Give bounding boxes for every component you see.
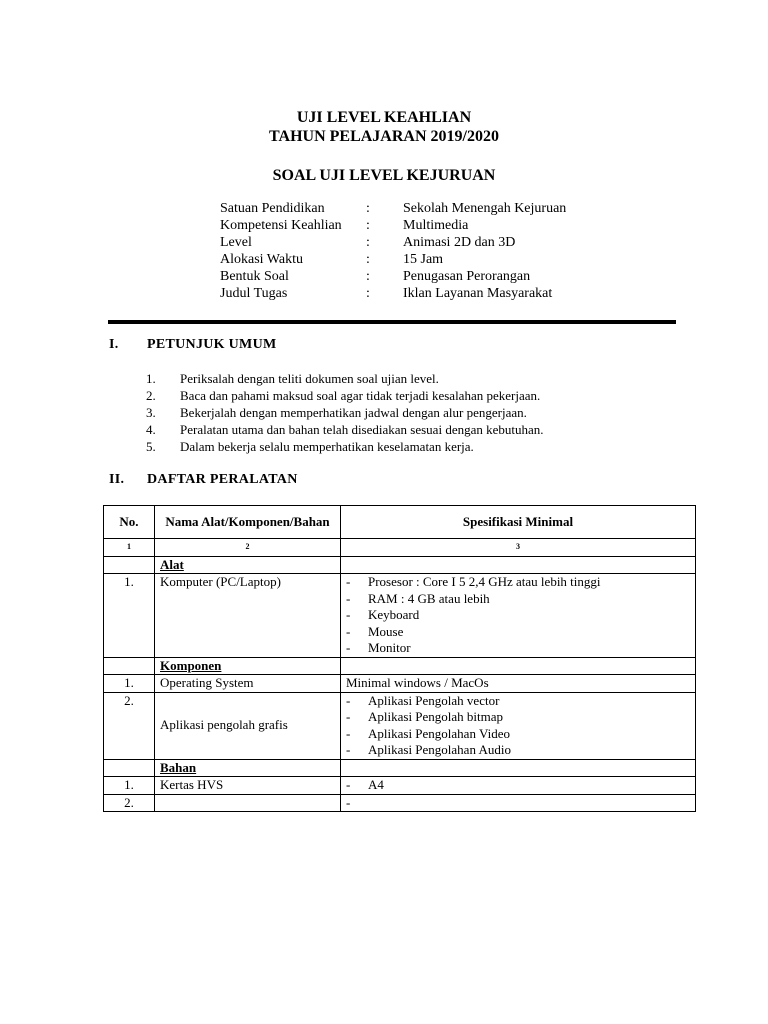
info-value: Penugasan Perorangan (403, 269, 531, 284)
spec-dash: - (346, 725, 351, 741)
list-number: 1. (146, 371, 156, 386)
row-name: Komputer (PC/Laptop) (155, 574, 341, 658)
list-text: Bekerjalah dengan memperhatikan jadwal dengan alur pengerjaan. (180, 405, 527, 420)
spec-item (346, 777, 690, 794)
info-sep: : (366, 286, 370, 301)
row-name: Kertas HVS (155, 777, 341, 795)
spec-item (346, 640, 690, 657)
header-name: Nama Alat/Komponen/Bahan (155, 506, 341, 539)
spec-text: Aplikasi Pengolah bitmap (368, 709, 504, 724)
category-label: Komponen (155, 657, 341, 675)
row-spec (341, 574, 696, 658)
index-cell: 2 (155, 539, 341, 557)
spec-item (346, 795, 690, 812)
row-no: 2. (104, 692, 155, 759)
spec-item (346, 591, 690, 608)
spec-text: Aplikasi Pengolahan Video (368, 725, 510, 741)
category-label: Bahan (155, 759, 341, 777)
doc-title: UJI LEVEL KEAHLIAN (296, 109, 472, 126)
spec-text: Mouse (368, 623, 404, 639)
spec-dash: - (346, 709, 351, 724)
info-sep: : (366, 252, 370, 267)
section-title: DAFTAR PERALATAN (147, 472, 298, 487)
table-index-row (104, 539, 696, 557)
info-value: Animasi 2D dan 3D (403, 235, 516, 250)
table-row (104, 794, 696, 812)
spec-list (346, 574, 690, 657)
index-cell: 1 (104, 539, 155, 557)
spec-item (346, 693, 690, 710)
spec-item (346, 709, 690, 726)
spec-text: RAM : 4 GB atau lebih (368, 590, 490, 606)
info-key: Kompetensi Keahlian (220, 218, 342, 233)
spec-text: Monitor (368, 640, 411, 655)
spec-list (346, 795, 690, 812)
spec-text: Keyboard (368, 607, 420, 622)
info-value: 15 Jam (403, 252, 444, 267)
row-no: 1. (104, 777, 155, 795)
index-cell: 3 (341, 539, 696, 557)
list-text: Dalam bekerja selalu memperhatikan keselamatan kerja. (180, 439, 474, 454)
row-spec (341, 692, 696, 759)
doc-subtitle: SOAL UJI LEVEL KEJURUAN (272, 167, 496, 184)
spec-dash: - (346, 623, 351, 639)
spec-dash: - (346, 742, 351, 757)
info-key: Judul Tugas (220, 286, 288, 301)
row-name: Operating System (155, 675, 341, 693)
empty-cell (341, 556, 696, 574)
row-no: 2. (104, 794, 155, 812)
section-title: PETUNJUK UMUM (147, 337, 277, 352)
doc-year: TAHUN PELAJARAN 2019/2020 (269, 128, 499, 145)
spec-text: Aplikasi Pengolahan Audio (368, 742, 511, 757)
spec-list (346, 693, 690, 759)
info-sep: : (366, 235, 370, 250)
spec-text: A4 (368, 777, 384, 792)
list-text: Baca dan pahami maksud soal agar tidak terjadi kesalahan pekerjaan. (180, 388, 541, 403)
table-header-row (104, 506, 696, 539)
spec-text: Prosesor : Core I 5 2,4 GHz atau lebih tinggi (368, 574, 601, 589)
empty-cell (341, 657, 696, 675)
list-number: 3. (146, 405, 156, 420)
info-value: Iklan Layanan Masyarakat (403, 286, 553, 301)
info-sep: : (366, 218, 370, 233)
spec-dash: - (346, 640, 351, 655)
spec-list (346, 777, 690, 794)
header-no: No. (104, 506, 155, 539)
category-row-alat (104, 556, 696, 574)
spec-item (346, 742, 690, 759)
table-row (104, 675, 696, 693)
list-text: Peralatan utama dan bahan telah disediakan sesuai dengan kebutuhan. (180, 422, 544, 437)
list-number: 4. (146, 422, 156, 437)
row-no: 1. (104, 574, 155, 658)
spec-dash: - (346, 607, 351, 622)
spec-dash: - (346, 590, 351, 606)
info-key: Satuan Pendidikan (220, 201, 325, 216)
list-number: 5. (146, 439, 156, 454)
info-sep: : (366, 201, 370, 216)
info-key: Bentuk Soal (220, 269, 289, 284)
header-spec: Spesifikasi Minimal (341, 506, 696, 539)
section-number: II. (109, 472, 125, 487)
category-label: Alat (155, 556, 341, 574)
spec-text: Aplikasi Pengolah vector (368, 692, 500, 708)
spec-item (346, 574, 690, 591)
divider-rule (108, 320, 676, 324)
list-number: 2. (146, 388, 156, 403)
table-row (104, 692, 696, 759)
row-spec (341, 777, 696, 795)
row-name: Aplikasi pengolah grafis (155, 692, 341, 759)
empty-cell (104, 657, 155, 675)
info-key: Level (220, 235, 252, 250)
spec-item (346, 726, 690, 743)
spec-dash: - (346, 574, 351, 589)
equipment-table (103, 505, 696, 812)
empty-cell (104, 556, 155, 574)
table-row (104, 574, 696, 658)
info-sep: : (366, 269, 370, 284)
row-spec (341, 794, 696, 812)
spec-item (346, 624, 690, 641)
row-name (155, 794, 341, 812)
spec-dash: - (346, 794, 351, 810)
spec-item (346, 607, 690, 624)
row-spec: Minimal windows / MacOs (341, 675, 696, 693)
empty-cell (104, 759, 155, 777)
row-no: 1. (104, 675, 155, 693)
info-value: Multimedia (403, 218, 469, 233)
category-row-bahan (104, 759, 696, 777)
spec-dash: - (346, 692, 351, 708)
category-row-komponen (104, 657, 696, 675)
section-number: I. (109, 337, 119, 352)
info-value: Sekolah Menengah Kejuruan (403, 201, 567, 216)
table-row (104, 777, 696, 795)
empty-cell (341, 759, 696, 777)
spec-dash: - (346, 777, 351, 792)
list-text: Periksalah dengan teliti dokumen soal ujian level. (180, 371, 439, 386)
info-key: Alokasi Waktu (220, 252, 303, 267)
